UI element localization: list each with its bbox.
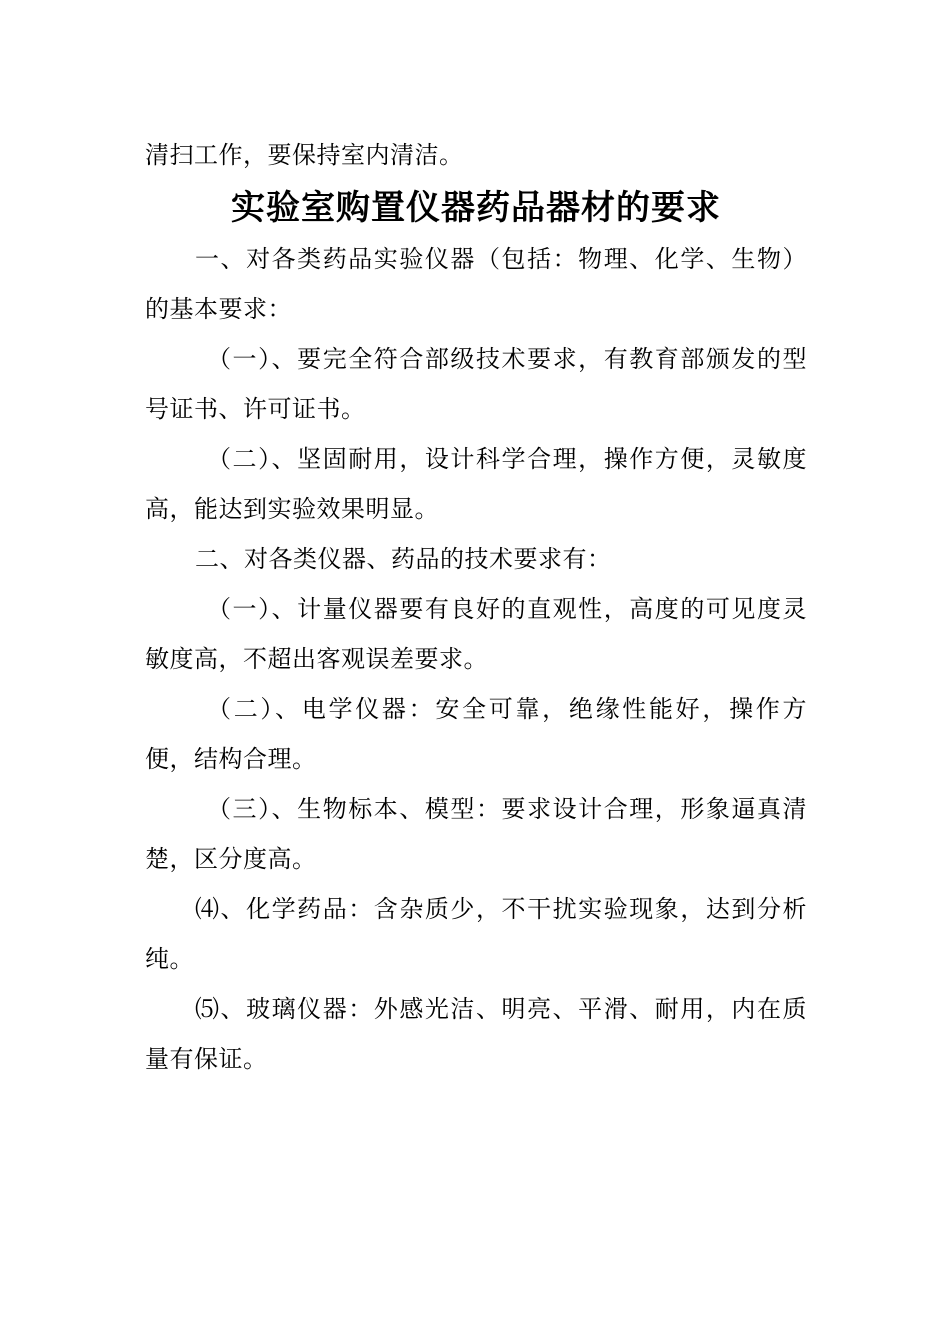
paragraph-2: （一）、要完全符合部级技术要求，有教育部颁发的型号证书、许可证书。 bbox=[145, 345, 807, 423]
paragraph-9: ⑸、玻璃仪器：外感光洁、明亮、平滑、耐用，内在质量有保证。 bbox=[145, 995, 807, 1073]
paragraph-3: （二）、坚固耐用，设计科学合理，操作方便，灵敏度高，能达到实验效果明显。 bbox=[145, 445, 807, 523]
paragraph-7: （三）、生物标本、模型：要求设计合理，形象逼真清楚，区分度高。 bbox=[145, 795, 807, 873]
paragraph-1: 一、对各类药品实验仪器（包括：物理、化学、生物）的基本要求： bbox=[145, 245, 807, 323]
paragraph-4: 二、对各类仪器、药品的技术要求有： bbox=[195, 545, 612, 573]
paragraph-6: （二）、电学仪器：安全可靠，绝缘性能好，操作方便，结构合理。 bbox=[145, 695, 807, 773]
continuation-text: 清扫工作，要保持室内清洁。 bbox=[145, 141, 464, 169]
document-page bbox=[145, 130, 807, 1084]
paragraph-8: ⑷、化学药品：含杂质少，不干扰实验现象，达到分析纯。 bbox=[145, 895, 807, 973]
section-title: 实验室购置仪器药品器材的要求 bbox=[231, 188, 721, 228]
paragraph-5: （一）、计量仪器要有良好的直观性，高度的可见度灵敏度高，不超出客观误差要求。 bbox=[145, 595, 807, 673]
